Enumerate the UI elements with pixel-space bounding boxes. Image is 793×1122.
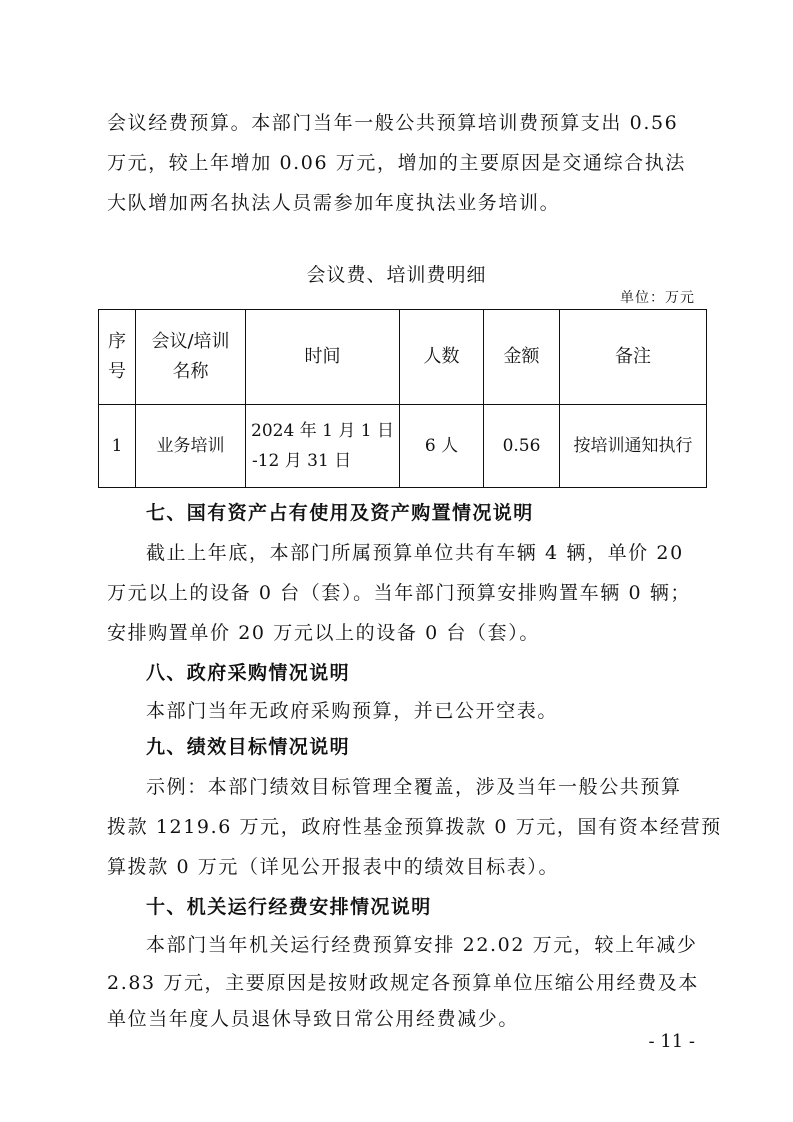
- table-title: 会议费、培训费明细: [306, 264, 487, 286]
- cell-people: 6 人: [400, 405, 484, 488]
- header-amount: 金额: [484, 310, 560, 405]
- section-line: 截止上年底，本部门所属预算单位共有车辆 4 辆，单价 20: [146, 542, 684, 564]
- header-name: [136, 310, 246, 405]
- intro-line: 会议经费预算。本部门当年一般公共预算培训费预算支出 0.56: [107, 112, 679, 134]
- header-seq-line: 序: [108, 331, 126, 352]
- cell-time: [246, 405, 400, 488]
- section-heading: 七、国有资产占有使用及资产购置情况说明: [146, 502, 534, 524]
- header-name-line: 名称: [172, 361, 209, 382]
- cell-name: 业务培训: [136, 405, 246, 488]
- table-header-row: [99, 310, 707, 405]
- header-time: 时间: [246, 310, 400, 405]
- section-line: 本部门当年无政府采购预算，并已公开空表。: [146, 700, 559, 722]
- header-name-line: 会议/培训: [151, 331, 230, 352]
- section-line: 本部门当年机关运行经费预算安排 22.02 万元，较上年减少: [146, 934, 698, 956]
- meeting-training-table: [98, 309, 707, 488]
- section-line: 拨款 1219.6 万元，政府性基金预算拨款 0 万元，国有资本经营预: [107, 816, 722, 838]
- intro-line: 万元，较上年增加 0.06 万元，增加的主要原因是交通综合执法: [107, 152, 686, 174]
- header-note: 备注: [560, 310, 707, 405]
- header-seq-line: 号: [108, 361, 126, 382]
- table-row: [99, 405, 707, 488]
- cell-seq: 1: [99, 405, 136, 488]
- cell-amount: 0.56: [484, 405, 560, 488]
- cell-time-line: -12 月 31 日: [252, 451, 352, 471]
- header-people: 人数: [400, 310, 484, 405]
- section-heading: 九、绩效目标情况说明: [146, 736, 351, 758]
- header-seq: [99, 310, 136, 405]
- table-unit: 单位：万元: [620, 290, 695, 306]
- cell-time-line: 2024 年 1 月 1 日: [251, 421, 394, 441]
- section-line: 2.83 万元，主要原因是按财政规定各预算单位压缩公用经费及本: [107, 972, 699, 994]
- section-line: 单位当年度人员退休导致日常公用经费减少。: [107, 1008, 520, 1030]
- section-heading: 八、政府采购情况说明: [146, 662, 351, 684]
- section-line: 万元以上的设备 0 台（套）。当年部门预算安排购置车辆 0 辆；: [107, 582, 692, 604]
- cell-note: 按培训通知执行: [560, 405, 707, 488]
- section-line: 示例：本部门绩效目标管理全覆盖，涉及当年一般公共预算: [146, 776, 682, 798]
- intro-line: 大队增加两名执法人员需参加年度执法业务培训。: [107, 192, 561, 214]
- page-number: - 11 -: [648, 1031, 695, 1052]
- section-heading: 十、机关运行经费安排情况说明: [146, 896, 432, 918]
- section-line: 算拨款 0 万元（详见公开报表中的绩效目标表）。: [107, 856, 560, 878]
- section-line: 安排购置单价 20 万元以上的设备 0 台（套）。: [107, 622, 540, 644]
